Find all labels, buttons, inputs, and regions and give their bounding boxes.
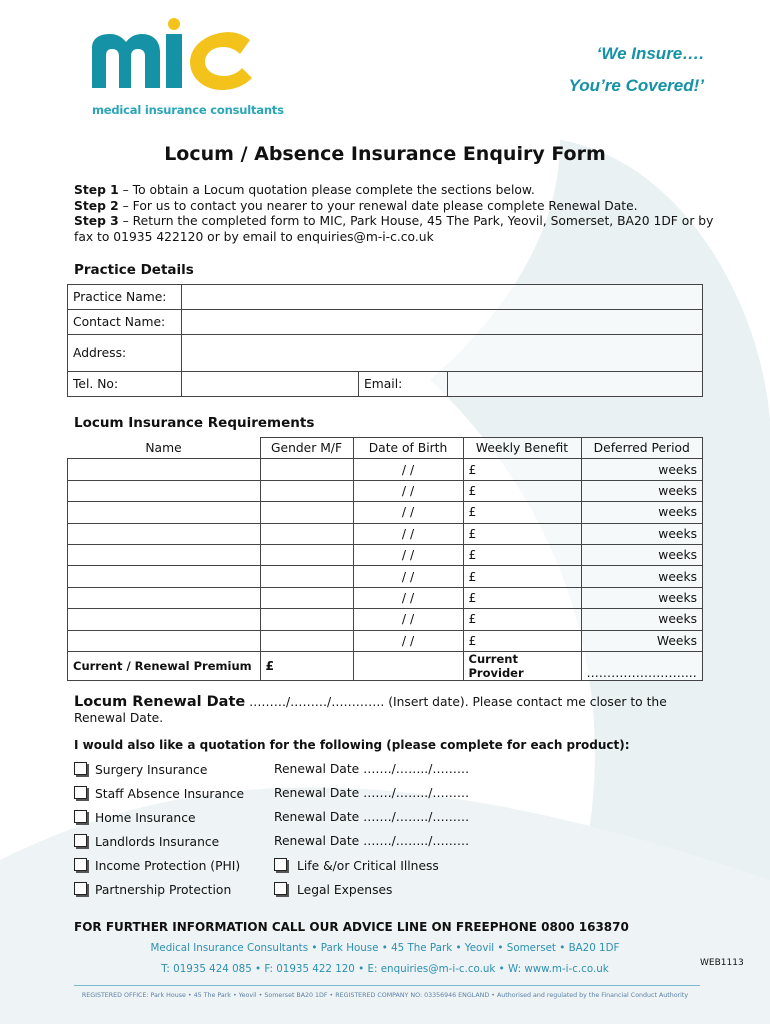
footer-divider: [74, 985, 700, 986]
locum-requirements-heading: Locum Insurance Requirements: [74, 415, 315, 431]
product-row: [74, 834, 219, 849]
logo-subtitle: medical insurance consultants: [92, 103, 284, 117]
advice-line: FOR FURTHER INFORMATION CALL OUR ADVICE LINE ON FREEPHONE 0800 163870: [74, 920, 629, 934]
premium-field[interactable]: £: [260, 651, 353, 680]
provider-field[interactable]: ……………………...: [581, 651, 703, 680]
product-name: Partnership Protection: [95, 883, 232, 897]
row-benefit-field[interactable]: £: [463, 502, 581, 523]
product-row: [274, 882, 392, 897]
row-gender-field[interactable]: [260, 480, 353, 501]
table-row: [68, 566, 703, 587]
document-ref: WEB1113: [700, 958, 744, 968]
table-row: [68, 609, 703, 630]
practice-details-table: [67, 284, 703, 397]
row-gender-field[interactable]: [260, 502, 353, 523]
table-row: [68, 523, 703, 544]
premium-blank: [353, 651, 463, 680]
registered-office: REGISTERED OFFICE: Park House • 45 The Park • Yeovil • Somerset BA20 1DF • REGISTERED COMPANY NO: 03356946 ENGLAND • Authorised and regulated by the Financial Conduct Authority: [81, 992, 689, 999]
product-name: Home Insurance: [95, 811, 196, 825]
row-dob-field[interactable]: / /: [353, 609, 463, 630]
table-row: [68, 544, 703, 565]
product-name: Income Protection (PHI): [95, 859, 241, 873]
tel-field[interactable]: [182, 372, 359, 397]
table-row: [68, 459, 703, 480]
footer-contact: T: 01935 424 085 • F: 01935 422 120 • E: enquiries@m-i-c.co.uk • W: www.m-i-c.co.uk: [161, 963, 609, 975]
col-name: Name: [68, 438, 261, 459]
row-dob-field[interactable]: / /: [353, 587, 463, 608]
product-name: Landlords Insurance: [95, 835, 220, 849]
row-gender-field[interactable]: [260, 609, 353, 630]
row-gender-field[interactable]: [260, 630, 353, 651]
row-gender-field[interactable]: [260, 544, 353, 565]
product-row: [74, 762, 207, 777]
row-gender-field[interactable]: [260, 566, 353, 587]
product-checkbox[interactable]: [74, 810, 87, 823]
product-row: [74, 786, 244, 801]
row-name-field[interactable]: [68, 502, 261, 523]
row-deferred-field[interactable]: Weeks: [581, 630, 703, 651]
step-2: Step 2 – For us to contact you nearer to your renewal date please complete Renewal Date.: [74, 198, 638, 213]
row-dob-field[interactable]: / /: [353, 544, 463, 565]
premium-row: [68, 651, 703, 680]
step-3: Step 3 – Return the completed form to MIC, Park House, 45 The Park, Yeovil, Somerset, BA20 1DF or by fax to 01935 422120 or by email to enquiries@m-i-c.co.uk: [74, 214, 714, 244]
renewal-date-text: ………/………/…………. (Insert date). Please contact me closer to the Renewal Date.: [74, 695, 667, 725]
col-dob: Date of Birth: [353, 438, 463, 459]
product-name: Surgery Insurance: [95, 763, 208, 777]
row-deferred-field[interactable]: weeks: [581, 544, 703, 565]
row-deferred-field[interactable]: weeks: [581, 480, 703, 501]
product-checkbox[interactable]: [274, 858, 287, 871]
row-dob-field[interactable]: / /: [353, 523, 463, 544]
row-name-field[interactable]: [68, 544, 261, 565]
contact-name-field[interactable]: [182, 310, 703, 335]
row-deferred-field[interactable]: weeks: [581, 459, 703, 480]
product-renewal-date[interactable]: Renewal Date ……./……../………: [274, 762, 470, 776]
row-benefit-field[interactable]: £: [463, 544, 581, 565]
row-deferred-field[interactable]: weeks: [581, 566, 703, 587]
row-benefit-field[interactable]: £: [463, 523, 581, 544]
row-benefit-field[interactable]: £: [463, 480, 581, 501]
row-dob-field[interactable]: / /: [353, 502, 463, 523]
row-dob-field[interactable]: / /: [353, 630, 463, 651]
table-row: [68, 630, 703, 651]
locum-requirements-table: [67, 437, 703, 681]
form-title: Locum / Absence Insurance Enquiry Form: [164, 143, 606, 165]
address-field[interactable]: [182, 335, 703, 372]
row-deferred-field[interactable]: weeks: [581, 587, 703, 608]
col-gender: Gender M/F: [260, 438, 353, 459]
product-row: [74, 810, 196, 825]
row-name-field[interactable]: [68, 459, 261, 480]
step-1: Step 1 – To obtain a Locum quotation please complete the sections below.: [74, 183, 535, 197]
quotation-heading: I would also like a quotation for the following (please complete for each product):: [74, 738, 630, 752]
address-label: Address:: [68, 335, 182, 372]
table-row: [68, 480, 703, 501]
product-renewal-date[interactable]: Renewal Date ……./……../………: [274, 786, 470, 800]
product-checkbox[interactable]: [74, 786, 87, 799]
instructions: [74, 183, 714, 245]
row-deferred-field[interactable]: weeks: [581, 609, 703, 630]
row-name-field[interactable]: [68, 630, 261, 651]
slogan-line-2: You’re Covered!’: [568, 76, 704, 95]
renewal-date: [74, 694, 714, 726]
provider-label: Current Provider: [463, 651, 581, 680]
product-row: [74, 882, 231, 897]
col-weekly-benefit: Weekly Benefit: [463, 438, 581, 459]
row-benefit-field[interactable]: £: [463, 609, 581, 630]
row-deferred-field[interactable]: weeks: [581, 502, 703, 523]
table-header-row: [68, 438, 703, 459]
row-gender-field[interactable]: [260, 587, 353, 608]
product-renewal-date[interactable]: Renewal Date ……./……../………: [274, 810, 470, 824]
email-field[interactable]: [448, 372, 703, 397]
product-checkbox[interactable]: [74, 834, 87, 847]
row-dob-field[interactable]: / /: [353, 459, 463, 480]
row-benefit-field[interactable]: £: [463, 587, 581, 608]
row-dob-field[interactable]: / /: [353, 566, 463, 587]
product-row: [274, 858, 439, 873]
row-deferred-field[interactable]: weeks: [581, 523, 703, 544]
product-checkbox[interactable]: [74, 762, 87, 775]
row-name-field[interactable]: [68, 609, 261, 630]
row-name-field[interactable]: [68, 523, 261, 544]
row-benefit-field[interactable]: £: [463, 459, 581, 480]
tel-label: Tel. No:: [68, 372, 182, 397]
footer-address: Medical Insurance Consultants • Park House • 45 The Park • Yeovil • Somerset • BA20 1DF: [150, 942, 620, 954]
contact-name-label: Contact Name:: [68, 310, 182, 335]
row-gender-field[interactable]: [260, 459, 353, 480]
row-benefit-field[interactable]: £: [463, 630, 581, 651]
col-deferred-period: Deferred Period: [581, 438, 703, 459]
table-row: [68, 502, 703, 523]
practice-name-label: Practice Name:: [68, 285, 182, 310]
product-name: Life &/or Critical Illness: [297, 859, 439, 873]
row-name-field[interactable]: [68, 587, 261, 608]
product-checkbox[interactable]: [274, 882, 287, 895]
product-renewal-date[interactable]: Renewal Date ……./……../………: [274, 834, 470, 848]
product-name: Staff Absence Insurance: [95, 787, 245, 801]
table-row: [68, 587, 703, 608]
slogan-line-1: ‘We Insure….: [596, 44, 704, 63]
premium-label: Current / Renewal Premium: [68, 651, 261, 680]
row-dob-field[interactable]: / /: [353, 480, 463, 501]
row-name-field[interactable]: [68, 566, 261, 587]
practice-details-heading: Practice Details: [74, 262, 194, 278]
product-name: Legal Expenses: [297, 883, 393, 897]
product-checkbox[interactable]: [74, 882, 87, 895]
product-checkbox[interactable]: [74, 858, 87, 871]
row-name-field[interactable]: [68, 480, 261, 501]
row-benefit-field[interactable]: £: [463, 566, 581, 587]
practice-name-field[interactable]: [182, 285, 703, 310]
renewal-date-label: Locum Renewal Date: [74, 694, 246, 710]
product-row: [74, 858, 240, 873]
email-label: Email:: [359, 372, 448, 397]
row-gender-field[interactable]: [260, 523, 353, 544]
